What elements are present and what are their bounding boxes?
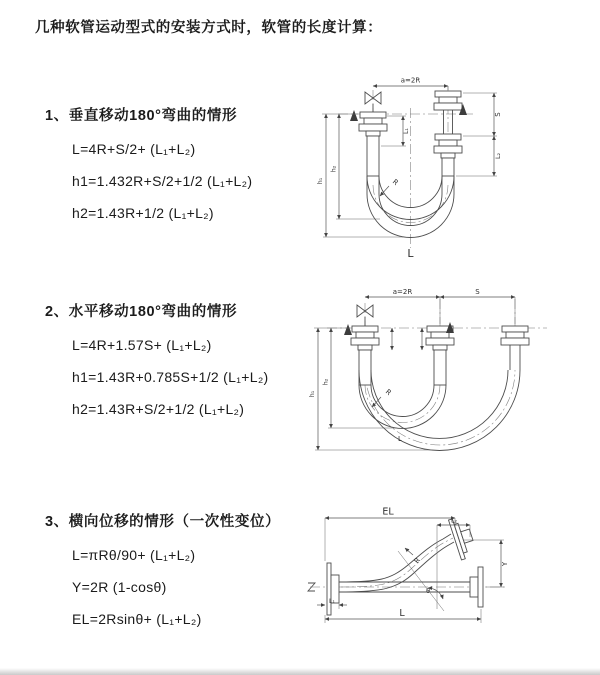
dim-label-l1: L₁ (328, 598, 336, 605)
formula-line: L=πRθ/90+ (L₁+L₂) (72, 547, 196, 563)
formula-line: h1=1.432R+S/2+1/2 (L₁+L₂) (72, 173, 253, 189)
construction-lines (398, 525, 504, 611)
dim-label-h2: h₂ (330, 165, 338, 173)
left-flange (327, 563, 339, 615)
dim-label-l2: L₂ (450, 517, 458, 525)
section-3-heading: 3、横向位移的情形（一次性变位） (45, 514, 281, 530)
dim-label-h2: h₂ (322, 378, 330, 386)
right-pipe-fitting (501, 326, 529, 370)
section-vertical-movement (45, 104, 252, 221)
formula-line: EL=2Rsinθ+ (L₁+L₂) (72, 611, 202, 627)
dim-label-el: EL (382, 506, 394, 518)
section-lateral-displacement (45, 510, 280, 627)
dim-label-l: L (399, 608, 405, 619)
right-pipe-fitting (434, 91, 462, 176)
dim-label-s: S (494, 112, 502, 117)
diagram-lateral-displacement (298, 497, 600, 642)
length-label: L (398, 435, 402, 443)
left-pipe-fitting (359, 112, 387, 176)
section-2-heading: 2、水平移动180°弯曲的情形 (45, 304, 238, 320)
radius-label: R (412, 556, 423, 566)
middle-pipe-fitting (426, 326, 454, 385)
section-1-heading: 1、垂直移动180°弯曲的情形 (45, 108, 238, 124)
radius-label: R (390, 177, 400, 188)
formula-line: h2=1.43R+1/2 (L₁+L₂) (72, 205, 214, 221)
dim-label-s: S (475, 288, 480, 296)
length-label: L (407, 247, 414, 260)
braided-hose (434, 350, 446, 385)
dimension-lines (309, 288, 515, 450)
dim-label-h1: h₁ (317, 177, 324, 185)
formula-line: L=4R+S/2+ (L₁+L₂) (72, 141, 196, 157)
dim-label-l2: L₂ (495, 152, 502, 160)
braided-hose (442, 158, 454, 176)
formula-line: h2=1.43R+S/2+1/2 (L₁+L₂) (72, 401, 245, 417)
dim-label-l1: L₁ (403, 127, 410, 135)
formula-line: h1=1.43R+0.785S+1/2 (L₁+L₂) (72, 369, 269, 385)
dim-label-a2r: a=2R (392, 288, 413, 296)
diagram-horizontal-180-bend (302, 282, 599, 462)
dim-label-y: Y (501, 561, 509, 567)
formula-line: L=4R+1.57S+ (L₁+L₂) (72, 337, 212, 353)
braided-hose (359, 350, 371, 385)
scan-edge (0, 668, 600, 675)
section-horizontal-movement (45, 300, 269, 417)
dim-label-h1: h₁ (309, 390, 316, 398)
angle-label-theta: θ (426, 588, 430, 595)
page-title: 几种软管运动型式的安装方式时，软管的长度计算： (35, 20, 383, 36)
diagram-vertical-180-bend (308, 66, 598, 261)
formula-line: Y=2R (1-cosθ) (72, 579, 167, 595)
braided-hose (367, 136, 379, 176)
radius-label: R (383, 387, 393, 398)
left-pipe-fitting (351, 326, 379, 385)
dim-label-a2r: a=2R (400, 76, 421, 85)
dimension-lines (317, 77, 502, 261)
